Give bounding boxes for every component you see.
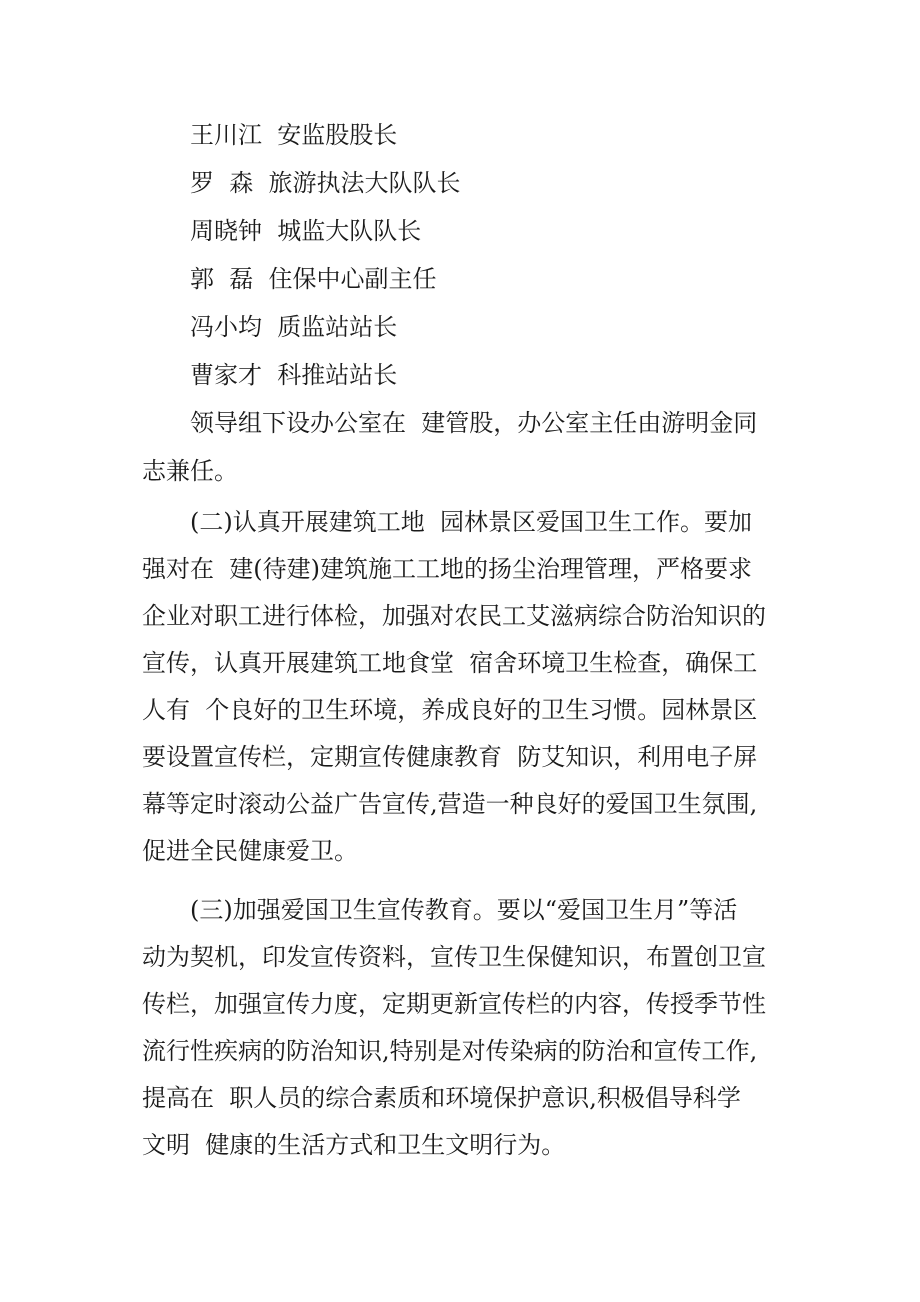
section-3-line: 提高在 职人员的综合素质和环境保护意识,积极倡导科学 xyxy=(142,1084,741,1112)
section-3-line: (三)加强爱国卫生宣传教育。要以“爱国卫生月”等活 xyxy=(190,896,738,924)
member-line: 周晓钟 城监大队队长 xyxy=(190,217,422,245)
member-line: 曹家才 科推站站长 xyxy=(190,361,398,389)
section-3-line: 流行性疾病的防治知识,特别是对传染病的防治和宣传工作, xyxy=(142,1037,758,1065)
section-2-line: 企业对职工进行体检，加强对农民工艾滋病综合防治知识的 xyxy=(142,602,766,630)
section-3-line: 传栏，加强宣传力度，定期更新宣传栏的内容，传授季节性 xyxy=(142,990,766,1018)
member-line: 郭 磊 住保中心副主任 xyxy=(190,265,437,293)
section-2-line: 宣传，认真开展建筑工地食堂 宿舍环境卫生检查，确保工 xyxy=(142,649,758,677)
member-line: 冯小均 质监站站长 xyxy=(190,313,398,341)
member-line: 罗 森 旅游执法大队队长 xyxy=(190,169,461,197)
office-note-line: 志兼任。 xyxy=(142,457,238,485)
section-2-line: 促进全民健康爱卫。 xyxy=(142,837,358,865)
office-note-line: 领导组下设办公室在 建管股，办公室主任由游明金同 xyxy=(190,409,758,437)
section-2-line: (二)认真开展建筑工地 园林景区爱国卫生工作。要加 xyxy=(190,508,752,536)
section-2-line: 要设置宣传栏，定期宣传健康教育 防艾知识，利用电子屏 xyxy=(142,743,758,771)
member-line: 王川江 安监股股长 xyxy=(190,121,398,149)
section-3-line: 动为契机，印发宣传资料，宣传卫生保健知识，布置创卫宣 xyxy=(142,943,766,971)
section-3-line: 文明 健康的生活方式和卫生文明行为。 xyxy=(142,1131,566,1159)
section-2-line: 人有 个良好的卫生环境，养成良好的卫生习惯。园林景区 xyxy=(142,696,758,724)
section-2-line: 幕等定时滚动公益广告宣传,营造一种良好的爱国卫生氛围, xyxy=(142,790,758,818)
section-2-line: 强对在 建(待建)建筑施工工地的扬尘治理管理，严格要求 xyxy=(142,555,752,583)
